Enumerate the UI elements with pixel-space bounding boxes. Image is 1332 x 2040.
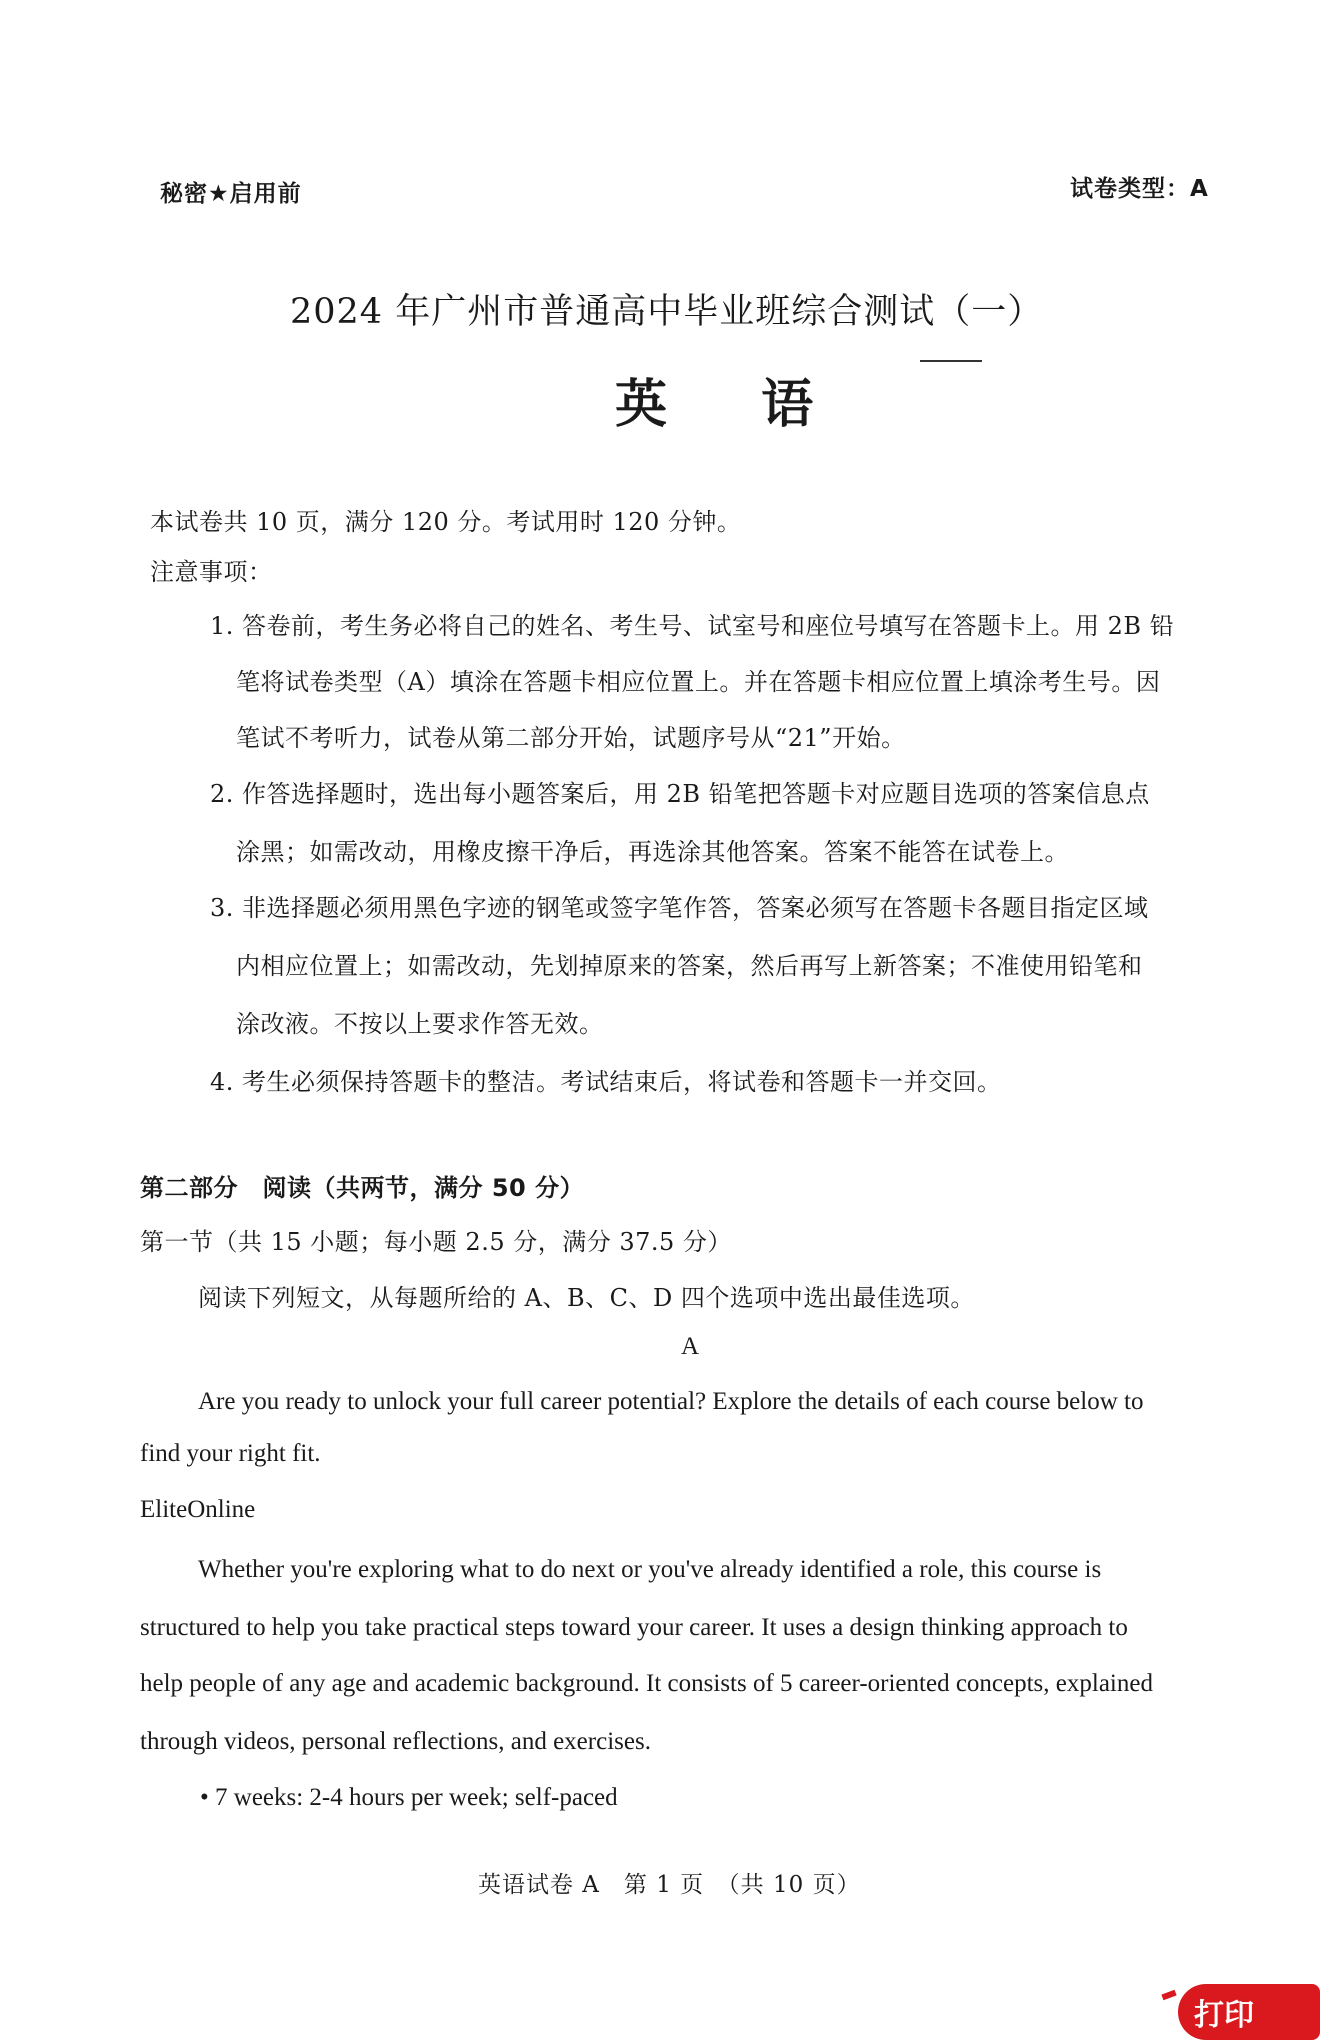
stamp-mark-icon	[1161, 1990, 1176, 2000]
notice-line: 4. 考生必须保持答题卡的整洁。考试结束后，将试卷和答题卡一并交回。	[210, 1068, 1002, 1096]
title-dash	[920, 360, 982, 362]
paper-type-label: 试卷类型：A	[1070, 176, 1209, 202]
course-line: help people of any age and academic background. It consists of 5 career-oriented concepts, explained	[140, 1670, 1153, 1697]
exam-intro: 本试卷共 10 页，满分 120 分。考试用时 120 分钟。	[150, 508, 742, 536]
passage-label: A	[681, 1333, 700, 1360]
notice-line: 笔将试卷类型（A）填涂在答题卡相应位置上。并在答题卡相应位置上填涂考生号。因	[236, 668, 1161, 696]
course-line: through videos, personal reflections, and exercises.	[140, 1728, 651, 1755]
reading-instruction: 阅读下列短文，从每题所给的 A、B、C、D 四个选项中选出最佳选项。	[198, 1284, 975, 1312]
passage-line: Are you ready to unlock your full career potential? Explore the details of each course below to	[198, 1388, 1144, 1415]
print-label: 打印	[1194, 1998, 1254, 2033]
notice-line: 1. 答卷前，考生务必将自己的姓名、考生号、试室号和座位号填写在答题卡上。用 2B 铅	[210, 612, 1175, 640]
notice-line: 涂改液。不按以上要求作答无效。	[236, 1010, 604, 1038]
notice-line: 笔试不考听力，试卷从第二部分开始，试题序号从“21”开始。	[236, 724, 906, 752]
confidentiality-label: 秘密★启用前	[160, 181, 302, 207]
subject-title: 英 语	[615, 375, 852, 435]
page-footer: 英语试卷 A 第 1 页 （共 10 页）	[478, 1872, 861, 1898]
exam-title: 2024 年广州市普通高中毕业班综合测试（一）	[290, 292, 1044, 332]
notice-line: 涂黑；如需改动，用橡皮擦干净后，再选涂其他答案。答案不能答在试卷上。	[236, 838, 1069, 866]
course-line: Whether you're exploring what to do next or you've already identified a role, this course is	[198, 1556, 1102, 1583]
course-name: EliteOnline	[140, 1496, 256, 1523]
notice-line: 3. 非选择题必须用黑色字迹的钢笔或签字笔作答，答案必须写在答题卡各题目指定区域	[210, 894, 1149, 922]
course-detail-item	[200, 1784, 618, 1812]
section-one-heading: 第一节（共 15 小题；每小题 2.5 分，满分 37.5 分）	[140, 1228, 732, 1256]
notice-title: 注意事项：	[150, 558, 273, 586]
notice-line: 内相应位置上；如需改动，先划掉原来的答案，然后再写上新答案；不准使用铅笔和	[236, 952, 1143, 980]
part-two-heading: 第二部分 阅读（共两节，满分 50 分）	[140, 1174, 585, 1202]
bullet-icon: •	[200, 1784, 216, 1811]
course-detail-text: 7 weeks: 2-4 hours per week; self-paced	[215, 1784, 618, 1811]
notice-line: 2. 作答选择题时，选出每小题答案后，用 2B 铅笔把答题卡对应题目选项的答案信息点	[210, 780, 1150, 808]
passage-line: find your right fit.	[140, 1440, 321, 1467]
print-button[interactable]	[1178, 1984, 1320, 2040]
course-line: structured to help you take practical steps toward your career. It uses a design thinking approach to	[140, 1614, 1128, 1641]
